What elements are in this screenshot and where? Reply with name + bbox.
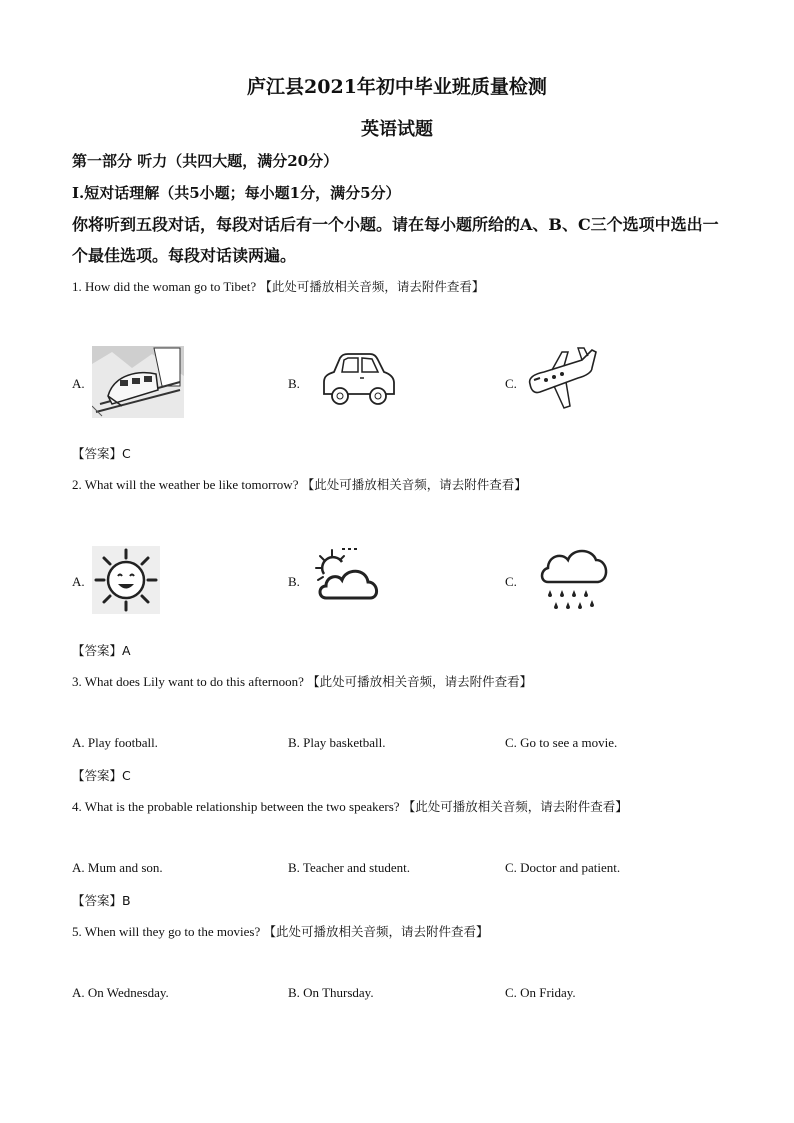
- option-b: B.: [288, 376, 300, 391]
- audio-note: 【此处可播放相关音频，请去附件查看】: [402, 799, 628, 814]
- audio-note: 【此处可播放相关音频，请去附件查看】: [259, 279, 485, 294]
- option-a: A. On Wednesday.: [72, 985, 169, 1000]
- option-a: A.: [72, 376, 85, 391]
- answer-value: A: [122, 643, 131, 658]
- part-heading: 第一部分 听力（共四大题，满分20分）: [72, 152, 339, 170]
- question-3: [72, 672, 532, 690]
- option-c: C. Go to see a movie.: [505, 735, 618, 750]
- question-2: [72, 475, 527, 493]
- train-picture: [92, 346, 184, 418]
- option-c: C. On Friday.: [505, 985, 576, 1000]
- question-1: [72, 277, 484, 295]
- audio-note: 【此处可播放相关音频，请去附件查看】: [301, 477, 527, 492]
- option-a: A.: [72, 574, 85, 589]
- question-text: 5. When will they go to the movies?: [72, 924, 261, 939]
- answer-label: 【答案】: [72, 643, 123, 658]
- page-title: 庐江县2021年初中毕业班质量检测: [247, 76, 547, 98]
- option-b: B. On Thursday.: [288, 985, 374, 1000]
- question-text: 1. How did the woman go to Tibet?: [72, 279, 257, 294]
- option-c: C.: [505, 376, 517, 391]
- instructions-line-1: 你将听到五段对话，每段对话后有一个小题。请在每小题所给的A、B、C三个选项中选出一: [72, 215, 719, 234]
- instructions-line-2: 个最佳选项。每段对话读两遍。: [72, 246, 297, 265]
- answer-value: C: [122, 768, 131, 783]
- option-b: B.: [288, 574, 300, 589]
- audio-note: 【此处可播放相关音频，请去附件查看】: [263, 924, 489, 939]
- answer-value: B: [122, 893, 131, 908]
- sun-picture: [92, 546, 160, 614]
- answer-2: [72, 641, 131, 659]
- option-b: B. Play basketball.: [288, 735, 386, 750]
- question-4: [72, 797, 628, 815]
- option-c: C. Doctor and patient.: [505, 860, 621, 875]
- option-c: C.: [505, 574, 517, 589]
- question-text: 2. What will the weather be like tomorrow?: [72, 477, 299, 492]
- answer-label: 【答案】: [72, 446, 123, 461]
- option-a: A. Play football.: [72, 735, 158, 750]
- airplane-picture: [522, 346, 600, 416]
- answer-3: [72, 766, 131, 784]
- audio-note: 【此处可播放相关音频，请去附件查看】: [307, 674, 533, 689]
- rain-cloud-picture: [538, 546, 612, 616]
- answer-label: 【答案】: [72, 893, 123, 908]
- car-picture: [318, 350, 398, 412]
- question-5: [72, 922, 489, 940]
- section-heading: I.短对话理解（共5小题；每小题1分，满分5分）: [72, 184, 401, 202]
- answer-1: [72, 444, 131, 462]
- answer-4: [72, 891, 131, 909]
- page-subtitle: 英语试题: [361, 119, 433, 140]
- answer-label: 【答案】: [72, 768, 123, 783]
- question-text: 4. What is the probable relationship between the two speakers?: [72, 799, 400, 814]
- question-text: 3. What does Lily want to do this afternoon?: [72, 674, 304, 689]
- answer-value: C: [122, 446, 131, 461]
- option-a: A. Mum and son.: [72, 860, 163, 875]
- option-b: B. Teacher and student.: [288, 860, 410, 875]
- partly-cloudy-picture: [312, 546, 386, 604]
